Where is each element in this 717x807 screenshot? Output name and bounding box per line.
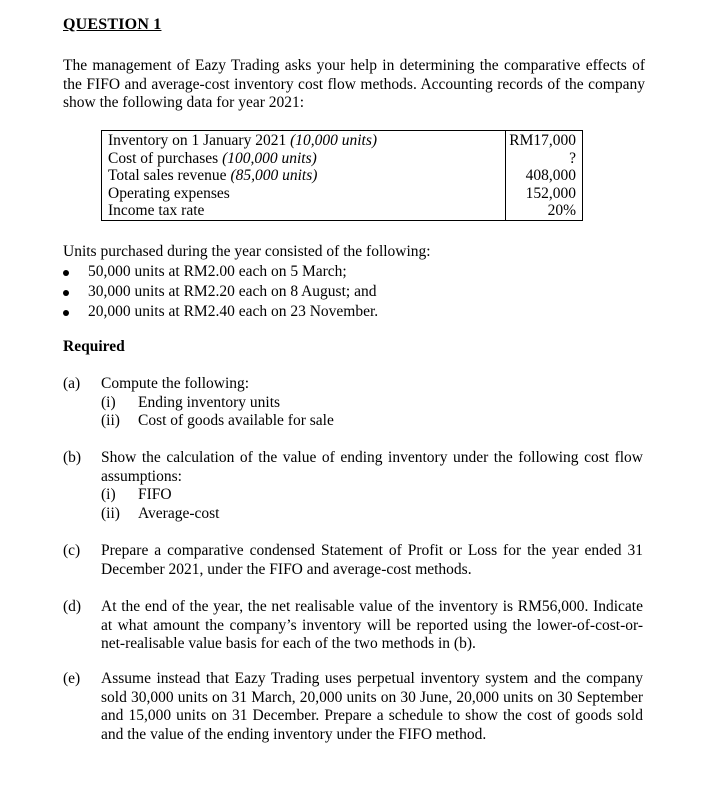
table-values xyxy=(509,132,576,220)
question-label: (e) xyxy=(63,670,81,687)
table-row-value: ? xyxy=(569,149,576,167)
data-table xyxy=(101,130,583,221)
table-divider xyxy=(505,131,506,220)
question-title: QUESTION 1 xyxy=(63,16,162,33)
sub-item: (ii) Average-cost xyxy=(101,504,220,522)
bullet-icon xyxy=(63,290,69,296)
question-text: Prepare a comparative condensed Statement of Profit or Loss for the year ended 31 December 2021, under the FIFO and average-cost methods. xyxy=(101,542,643,578)
table-row-label: Income tax rate xyxy=(108,202,205,219)
bullet-icon xyxy=(63,270,69,276)
required-heading: Required xyxy=(63,338,125,355)
table-row-label: Cost of purchases (100,000 units) xyxy=(108,149,317,167)
question-label: (b) xyxy=(63,449,82,466)
table-row-value: 20% xyxy=(547,202,576,219)
sub-item: (i) FIFO xyxy=(101,486,172,504)
table-labels xyxy=(108,132,377,220)
question-text: Compute the following: xyxy=(101,375,250,392)
table-row-value: 152,000 xyxy=(525,184,576,202)
table-row-label: Inventory on 1 January 2021 (10,000 units) xyxy=(108,132,378,149)
table-row-label: Total sales revenue (85,000 units) xyxy=(108,167,318,184)
sub-item: (ii) Cost of goods available for sale xyxy=(101,412,334,430)
question-label: (c) xyxy=(63,542,81,559)
intro-paragraph: The management of Eazy Trading asks your help in determining the comparative effects of the FIFO and average-cost inventory cost flow methods. Accounting records of the company show the following data for year 2021: xyxy=(63,57,645,112)
question-label: (a) xyxy=(63,375,81,392)
question-text: Assume instead that Eazy Trading uses perpetual inventory system and the company sold 30,000 units on 31 March, 20,000 units on 30 June, 20,000 units on 30 September and 15,000 units on 31 December. Prepare a schedule to show the cost of goods sold and the value of the ending inventory under the FIFO method. xyxy=(101,670,643,743)
table-row-value: RM17,000 xyxy=(509,132,576,149)
table-row-label: Operating expenses xyxy=(108,184,230,202)
question-text: At the end of the year, the net realisable value of the inventory is RM56,000. Indicate at what amount the company’s inventory will be reported using the lower-of-cost-or-net-realisable value basis for each of the two methods in (b). xyxy=(101,598,643,653)
sub-item: (i) Ending inventory units xyxy=(101,393,281,411)
units-title: Units purchased during the year consisted of the following: xyxy=(63,243,431,260)
bullet-icon xyxy=(63,310,69,316)
table-row-value: 408,000 xyxy=(525,167,576,184)
question-text: Show the calculation of the value of ending inventory under the following cost flow assumptions: xyxy=(101,449,643,485)
question-label: (d) xyxy=(63,598,82,615)
